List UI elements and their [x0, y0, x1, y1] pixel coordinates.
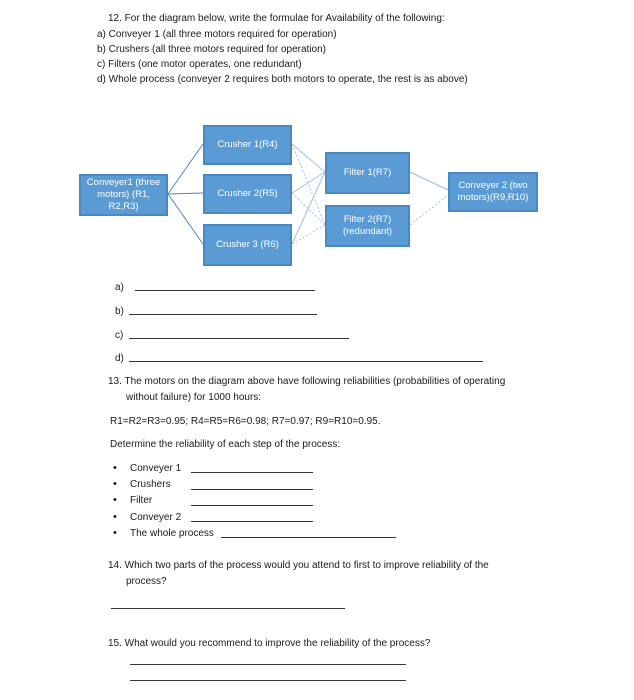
conveyer1-box: Conveyer1 (three motors) (R1, R2,R3): [79, 174, 168, 216]
answer-line-q14[interactable]: [111, 608, 345, 609]
q13-bullet-crushers: Crushers: [130, 479, 171, 490]
q13-bullet-whole: The whole process: [130, 528, 214, 539]
bullet-icon: •: [113, 511, 117, 523]
answer-label-a: a): [115, 282, 124, 293]
q12-item-c: c) Filters (one motor operates, one redundant): [97, 59, 302, 70]
q14-line-1: 14. Which two parts of the process would you attend to first to improve reliability of the: [108, 560, 489, 571]
q12-item-a: a) Conveyer 1 (all three motors required for operation): [97, 29, 337, 40]
filter2-box: Filter 2(R7) (redundant): [325, 205, 410, 247]
answer-label-d: d): [115, 353, 124, 364]
q14-line-2: process?: [126, 576, 167, 587]
bullet-icon: •: [113, 462, 117, 474]
answer-label-c: c): [115, 330, 124, 341]
answer-line-crushers[interactable]: [191, 489, 313, 490]
q13-stem-2: without failure) for 1000 hours:: [126, 392, 262, 403]
answer-line-q15-1[interactable]: [130, 664, 406, 665]
answer-line-d[interactable]: [129, 361, 483, 362]
conveyer2-box: Conveyer 2 (two motors)(R9,R10): [448, 172, 538, 212]
answer-line-c[interactable]: [129, 338, 349, 339]
bullet-icon: •: [113, 527, 117, 539]
answer-label-b: b): [115, 306, 124, 317]
answer-line-conveyer1[interactable]: [191, 472, 313, 473]
bullet-icon: •: [113, 478, 117, 490]
q12-stem: 12. For the diagram below, write the formulae for Availability of the following:: [108, 13, 445, 24]
answer-line-filter[interactable]: [191, 505, 313, 506]
filter1-box: Filter 1(R7): [325, 152, 410, 194]
answer-line-a[interactable]: [135, 290, 315, 291]
answer-line-conveyer2[interactable]: [191, 521, 313, 522]
q13-instruction: Determine the reliability of each step of the process:: [110, 439, 341, 450]
q12-item-b: b) Crushers (all three motors required for operation): [97, 44, 326, 55]
q12-item-d: d) Whole process (conveyer 2 requires both motors to operate, the rest is as above): [97, 74, 468, 85]
answer-line-q15-2[interactable]: [130, 680, 406, 681]
q13-bullet-filter: Filter: [130, 495, 153, 506]
crusher2-box: Crusher 2(R5): [203, 174, 292, 214]
q15-line-1: 15. What would you recommend to improve the reliability of the process?: [108, 638, 431, 649]
q13-stem-1: 13. The motors on the diagram above have following reliabilities (probabilities of operating: [108, 376, 506, 387]
answer-line-b[interactable]: [129, 314, 317, 315]
q13-values: R1=R2=R3=0.95; R4=R5=R6=0.98; R7=0.97; R9=R10=0.95.: [110, 416, 381, 427]
bullet-icon: •: [113, 494, 117, 506]
diagram-connectors: [0, 0, 634, 280]
q13-bullet-conveyer2: Conveyer 2: [130, 512, 182, 523]
answer-line-whole[interactable]: [221, 537, 396, 538]
crusher3-box: Crusher 3 (R6): [203, 224, 292, 266]
crusher1-box: Crusher 1(R4): [203, 125, 292, 165]
q13-bullet-conveyer1: Conveyer 1: [130, 463, 182, 474]
